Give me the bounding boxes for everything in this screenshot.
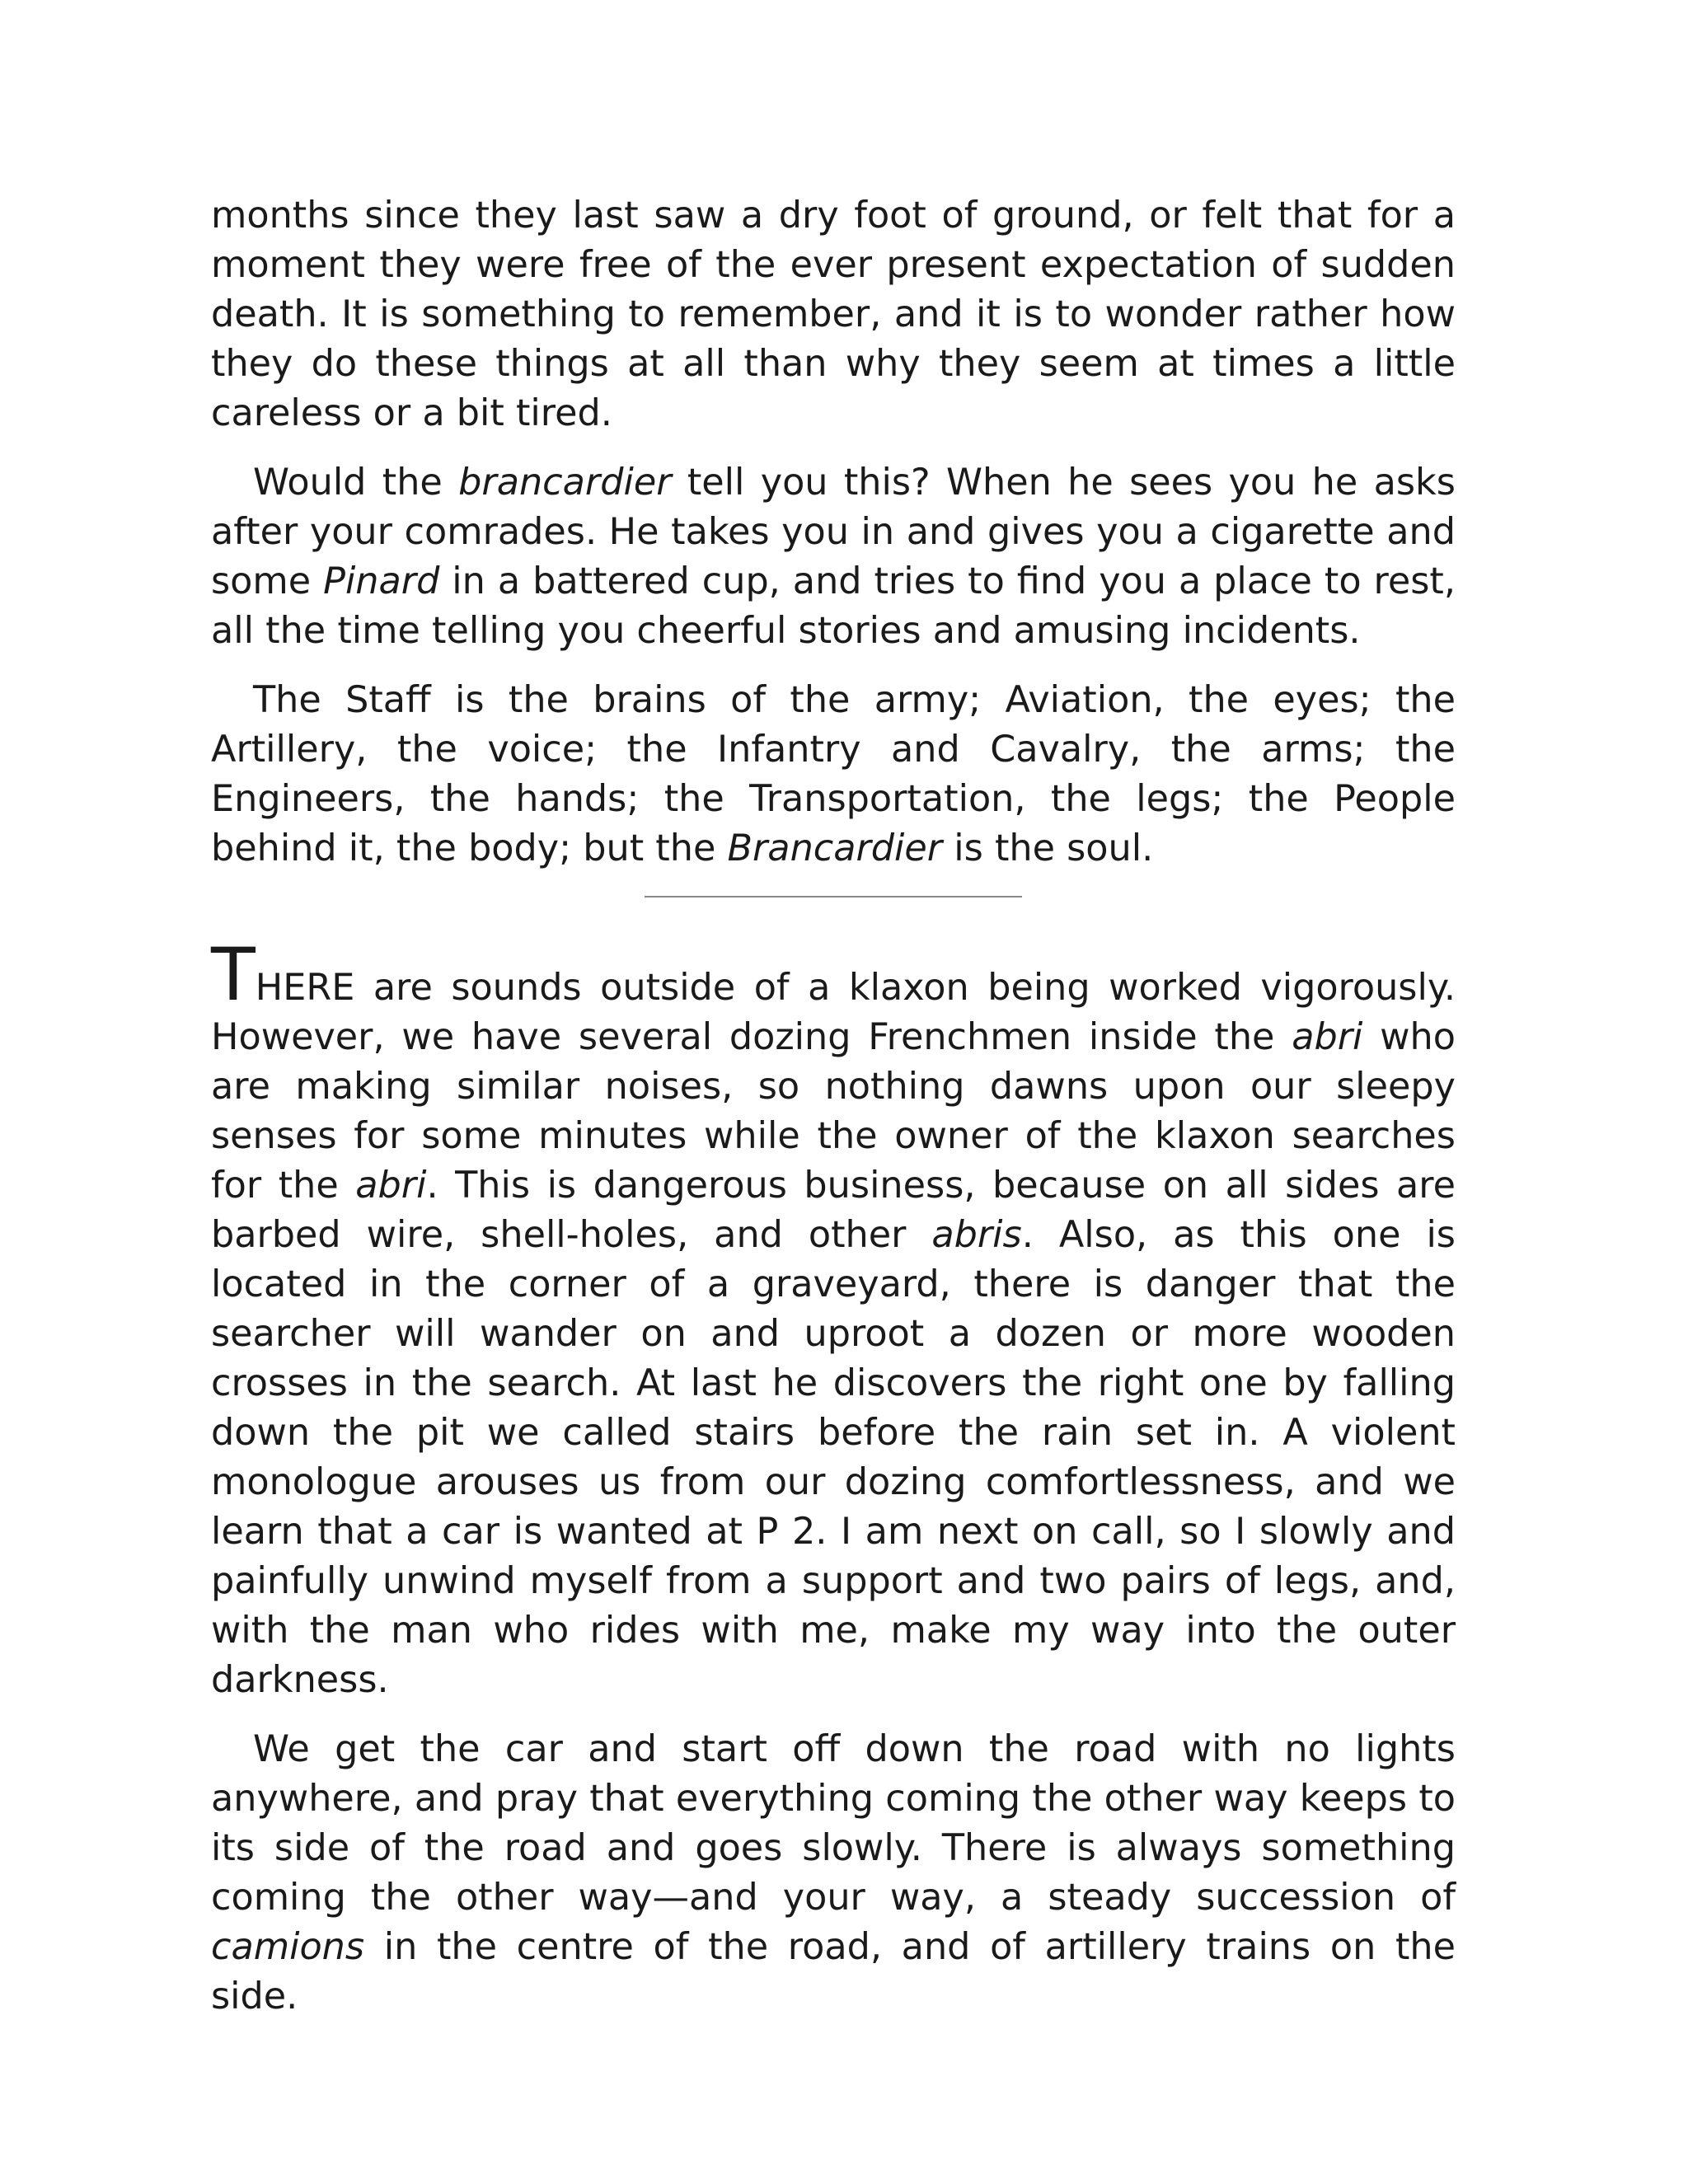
italic-term: abri bbox=[1292, 1016, 1363, 1058]
italic-term: Pinard bbox=[323, 560, 440, 602]
section-divider bbox=[645, 896, 1022, 898]
italic-term: Brancardier bbox=[727, 827, 943, 869]
paragraph bbox=[211, 932, 1456, 1705]
italic-term: abris bbox=[931, 1214, 1022, 1256]
paragraph-text: HERE are sounds outside of a klaxon being worked vigorously. However, we have several dozing Frenchmen inside the abri who are making similar noises, so nothing dawns upon our sleepy senses for some minutes while the owner of the klaxon searches for the abri. This is dangerous business, because on all sides are barbed wire, shell-holes, and other abris. Also, as this one is located in the corner of a graveyard, there is danger that the searcher will wander on and uproot a dozen or more wooden crosses in the search. At last he discovers the right one by falling down the pit we called stairs before the rain set in. A violent monologue arouses us from our dozing comfortlessness, and we learn that a car is wanted at P 2. I am next on call, so I slowly and painfully unwind myself from a support and two pairs of legs, and, with the man who rides with me, make my way into the outer darkness. bbox=[211, 967, 1456, 1701]
paragraph: months since they last saw a dry foot of ground, or felt that for a moment they were free of the ever present expectation of sudden death. It is something to remember, and it is to wonder rather how they do these things at all than why they seem at times a little careless or a bit tired. bbox=[211, 194, 1456, 434]
drop-cap: T bbox=[211, 932, 256, 1017]
italic-term: brancardier bbox=[458, 462, 672, 504]
paragraph: Would the brancardier tell you this? When he sees you he asks after your comrades. He takes you in and gives you a cigarette and some Pinard in a battered cup, and tries to find you a place to rest, all the time telling you cheerful stories and amusing incidents. bbox=[211, 462, 1456, 652]
paragraph: We get the car and start off down the road with no lights anywhere, and pray that everything coming the other way keeps to its side of the road and goes slowly. There is always something coming the other way—and your way, a steady succession of camions in the centre of the road, and of artillery trains on the side. bbox=[211, 1728, 1456, 2018]
page-body bbox=[211, 191, 1456, 2022]
italic-term: camions bbox=[211, 1926, 365, 1968]
italic-term: abri bbox=[355, 1165, 427, 1207]
paragraph: The Staff is the brains of the army; Aviation, the eyes; the Artillery, the voice; the Infantry and Cavalry, the arms; the Engineers, the hands; the Transportation, the legs; the People behind it, the body; but the Brancardier is the soul. bbox=[211, 679, 1456, 869]
